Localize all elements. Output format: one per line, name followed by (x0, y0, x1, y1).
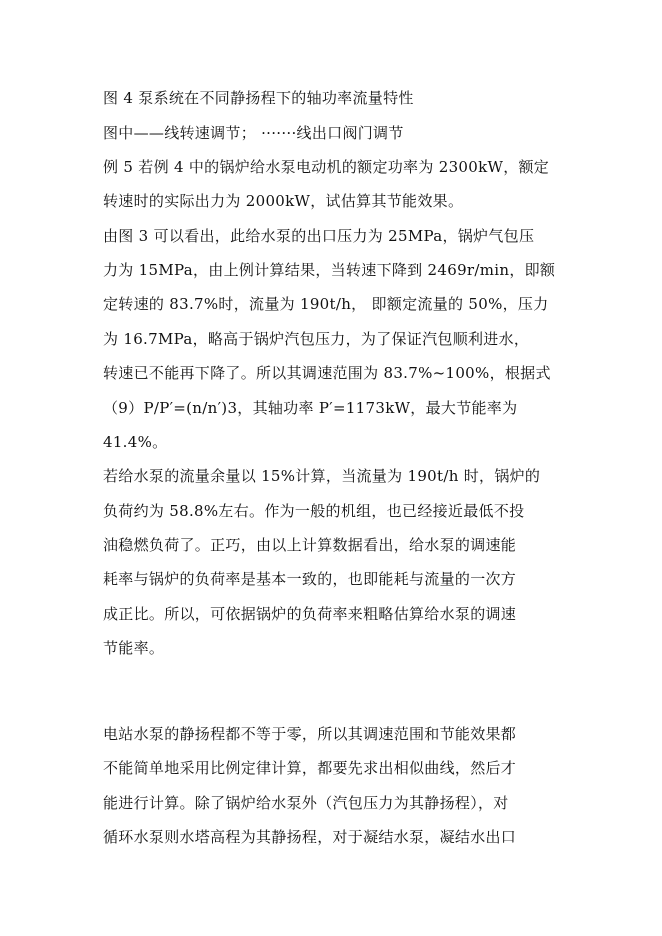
figure-caption: 图 4 泵系统在不同静扬程下的轴功率流量特性 (103, 89, 414, 107)
static-head-line-4: 循环水泵则水塔高程为其静扬程，对于凝结水泵，凝结水出口 (103, 828, 517, 846)
analysis-line-2: 力为 15MPa，由上例计算结果，当转速下降到 2469r/min，即额 (103, 261, 556, 279)
analysis-line-3: 定转速的 83.7%时，流量为 190t/h， 即额定流量的 50%，压力 (103, 295, 549, 313)
load-line-2: 负荷约为 58.8%左右。作为一般的机组，也已经接近最低不投 (103, 502, 525, 520)
figure-legend: 图中——线转速调节； ·······线出口阀门调节 (103, 124, 404, 142)
static-head-line-1: 电站水泵的静扬程都不等于零，所以其调速范围和节能效果都 (103, 725, 517, 743)
analysis-line-7: 41.4%。 (103, 433, 168, 451)
example-line-1: 例 5 若例 4 中的锅炉给水泵电动机的额定功率为 2300kW，额定 (103, 158, 550, 176)
load-line-4: 耗率与锅炉的负荷率是基本一致的，也即能耗与流量的一次方 (103, 570, 517, 588)
example-line-2: 转速时的实际出力为 2000kW，试估算其节能效果。 (103, 192, 464, 210)
load-line-5: 成正比。所以，可依据锅炉的负荷率来粗略估算给水泵的调速 (103, 605, 517, 623)
load-line-1: 若给水泵的流量余量以 15%计算，当流量为 190t/h 时，锅炉的 (103, 467, 541, 485)
load-line-3: 油稳燃负荷了。正巧，由以上计算数据看出，给水泵的调速能 (103, 536, 517, 554)
load-line-6: 节能率。 (103, 639, 165, 657)
analysis-line-6: （9）P/P′=(n/n′)3，其轴功率 P′=1173kW，最大节能率为 (103, 399, 518, 417)
analysis-line-1: 由图 3 可以看出，此给水泵的出口压力为 25MPa，锅炉气包压 (103, 227, 535, 245)
analysis-line-4: 为 16.7MPa，略高于锅炉汽包压力，为了保证汽包顺利进水， (103, 330, 530, 348)
static-head-line-2: 不能简单地采用比例定律计算，都要先求出相似曲线，然后才 (103, 759, 517, 777)
analysis-line-5: 转速已不能再下降了。所以其调速范围为 83.7%~100%，根据式 (103, 364, 551, 382)
static-head-line-3: 能进行计算。除了锅炉给水泵外（汽包压力为其静扬程），对 (103, 794, 509, 812)
